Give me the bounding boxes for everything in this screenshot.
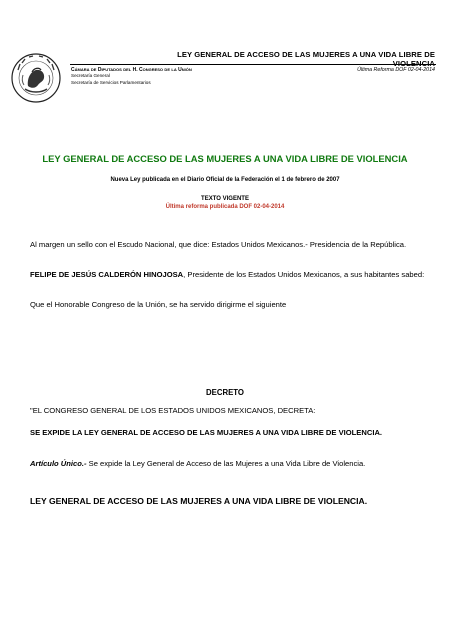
header-reform-note: Última Reforma DOF 02-04-2014 <box>357 67 435 73</box>
articulo-unico-text: Se expide la Ley General de Acceso de las Mujeres a una Vida Libre de Violencia. <box>86 459 366 468</box>
header-institution-block <box>71 67 192 86</box>
publication-note: Nueva Ley publicada en el Diario Oficial de la Federación el 1 de febrero de 2007 <box>110 177 340 183</box>
running-header-title: LEY GENERAL DE ACCESO DE LAS MUJERES A UNA VIDA LIBRE DE VIOLENCIA <box>177 50 435 68</box>
president-text: , Presidente de los Estados Unidos Mexicanos, a sus habitantes sabed: <box>183 270 425 279</box>
last-reform-note: Última reforma publicada DOF 02-04-2014 <box>165 204 285 210</box>
paragraph-congress: Que el Honorable Congreso de la Unión, se ha servido dirigirme el siguiente <box>30 300 287 309</box>
chamber-name: Cámara de Diputados del H. Congreso de la Unión <box>71 67 192 73</box>
secretaria-general: Secretaría General <box>71 73 110 79</box>
law-title-heading: LEY GENERAL DE ACCESO DE LAS MUJERES A UNA VIDA LIBRE DE VIOLENCIA. <box>30 496 368 506</box>
articulo-unico-label: Artículo Único.- <box>30 459 87 468</box>
servicios-parlamentarios: Secretaría de Servicios Parlamentarios <box>71 79 151 85</box>
paragraph-expide: SE EXPIDE LA LEY GENERAL DE ACCESO DE LAS MUJERES A UNA VIDA LIBRE DE VIOLENCIA. <box>30 428 383 437</box>
decreto-heading: DECRETO <box>206 388 244 397</box>
paragraph-decreta: "EL CONGRESO GENERAL DE LOS ESTADOS UNIDOS MEXICANOS, DECRETA: <box>30 406 316 415</box>
president-name: FELIPE DE JESÚS CALDERÓN HINOJOSA <box>30 270 184 279</box>
paragraph-seal-margin: Al margen un sello con el Escudo Nacional, que dice: Estados Unidos Mexicanos.- Presidencia de la República. <box>30 240 407 249</box>
paragraph-president <box>30 270 431 281</box>
national-seal-icon <box>10 52 62 104</box>
paragraph-articulo-unico <box>30 459 431 470</box>
header-rule <box>70 64 436 65</box>
document-title: LEY GENERAL DE ACCESO DE LAS MUJERES A UNA VIDA LIBRE DE VIOLENCIA <box>42 153 408 164</box>
texto-vigente: TEXTO VIGENTE <box>201 196 249 202</box>
